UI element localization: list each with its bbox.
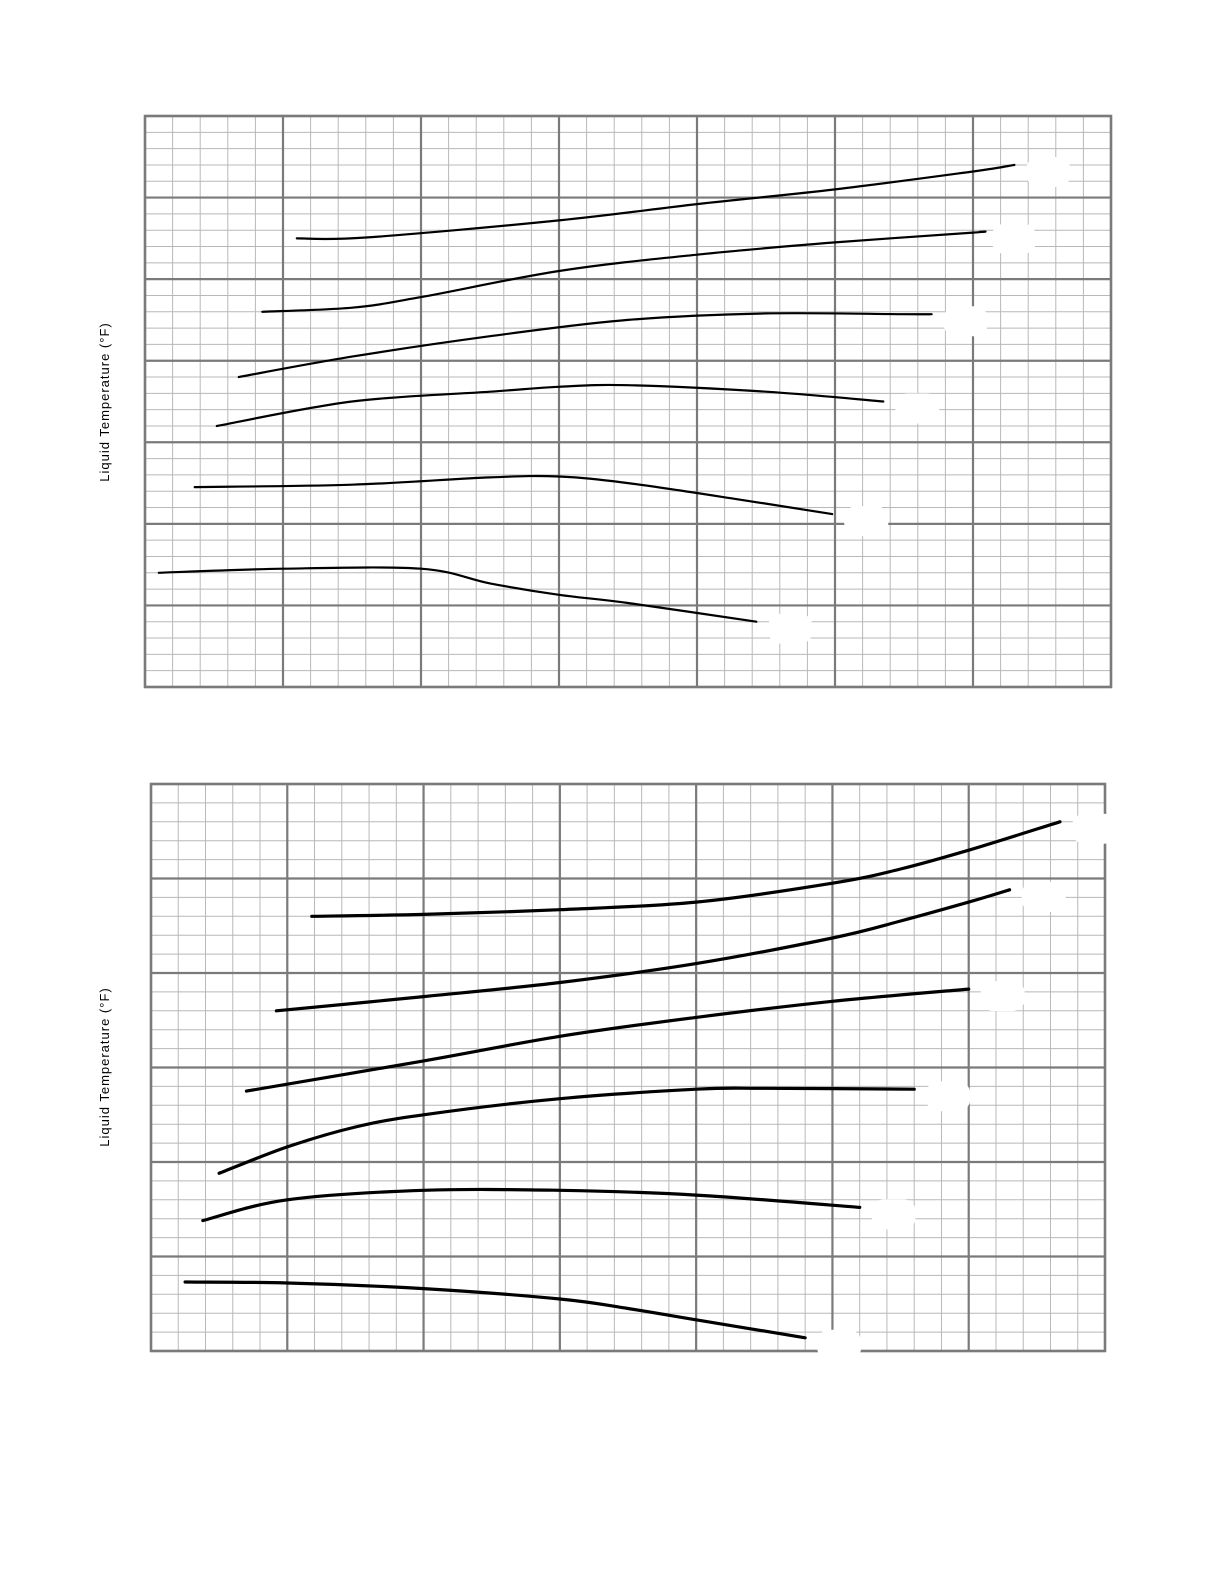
series-line-5 (203, 1189, 860, 1220)
chart-1-y-axis-label: Liquid Temperature (°F) (97, 322, 112, 482)
series-line-6 (185, 1282, 805, 1338)
series-line-5 (195, 476, 833, 514)
series-line-6 (159, 567, 757, 621)
chart-2-y-axis-label: Liquid Temperature (°F) (97, 987, 112, 1147)
chart-1-grid (145, 116, 1111, 687)
series-end-label-box-5 (872, 1199, 916, 1229)
series-end-label-box-3 (944, 306, 988, 336)
series-end-label-box-6 (768, 614, 812, 644)
series-line-3 (239, 313, 932, 377)
plot-frame (145, 116, 1111, 687)
series-line-1 (297, 165, 1015, 239)
series-end-label-box-3 (981, 981, 1025, 1011)
series-line-4 (217, 385, 884, 426)
series-end-label-box-1 (1072, 814, 1116, 844)
series-line-4 (219, 1088, 914, 1173)
series-end-label-box-2 (992, 224, 1036, 254)
chart-2-grid (151, 784, 1105, 1351)
series-end-label-box-4 (926, 1081, 970, 1111)
chart-2 (97, 784, 1116, 1360)
series-line-2 (262, 232, 985, 312)
series-end-label-box-5 (844, 506, 888, 536)
series-end-label-box-2 (1022, 882, 1066, 912)
series-end-label-box-1 (1026, 157, 1070, 187)
series-end-label-box-4 (895, 394, 939, 424)
series-end-label-box-6 (817, 1330, 861, 1360)
series-line-2 (276, 890, 1009, 1011)
chart-1 (97, 116, 1111, 687)
